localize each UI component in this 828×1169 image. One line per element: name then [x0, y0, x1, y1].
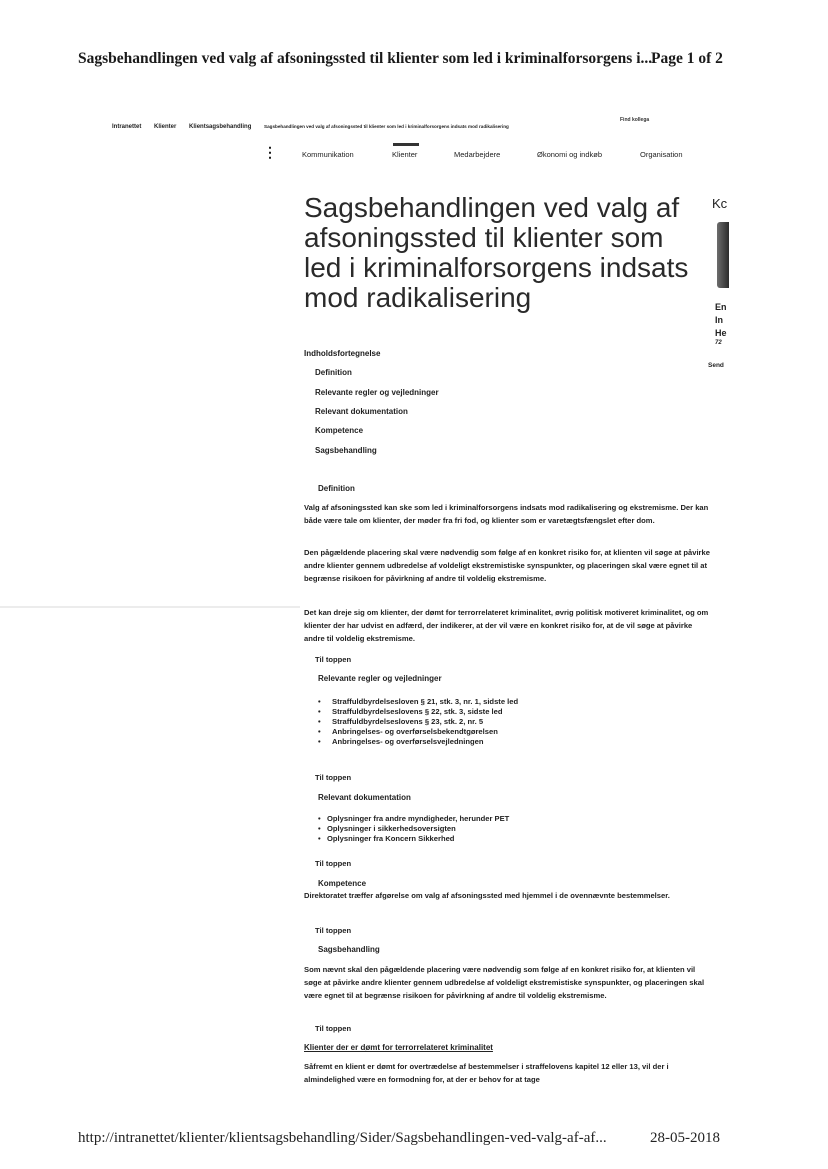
- breadcrumb-item[interactable]: Intranettet: [112, 124, 142, 130]
- breadcrumb: [112, 124, 520, 130]
- definition-paragraph: Den pågældende placering skal være nødvendig som følge af en konkret risiko for, at klienten vil søge at påvirke andre klienter gennem udbredelse af voldeligt ekstremistiske synspunkter, og placeringen skal være egnet til at begrænse risikoen for påvirkning af andre til voldelig ekstremisme.: [304, 548, 710, 583]
- nav-item-medarbejdere[interactable]: Medarbejdere: [454, 150, 501, 159]
- toc-title: Indholdsfortegnelse: [304, 349, 381, 358]
- documentation-item: • Oplysninger fra Koncern Sikkerhed: [318, 834, 718, 844]
- scan-artifact: [0, 606, 300, 608]
- contact-photo: [717, 222, 729, 288]
- terror-link[interactable]: Klienter der er dømt for terrorrelateret kriminalitet: [304, 1043, 493, 1052]
- contact-line: He: [715, 328, 727, 338]
- nav-item-klienter[interactable]: Klienter: [392, 150, 418, 159]
- definition-paragraph: Det kan dreje sig om klienter, der dømt for terrorrelateret kriminalitet, øvrig politisk motiveret kriminalitet, og om klienter der har udvist en adfærd, der indikerer, at der vil være en konkret risiko for, at de vil søge at påvirke andre til voldelig ekstremisme.: [304, 608, 709, 643]
- nav-item-okonomi[interactable]: Økonomi og indkøb: [537, 150, 603, 159]
- section-heading-documentation: Relevant dokumentation: [318, 793, 411, 802]
- toc-item-documentation[interactable]: Relevant dokumentation: [315, 407, 408, 416]
- find-colleague-link[interactable]: Find kollega: [620, 117, 650, 123]
- section-heading-rules: Relevante regler og vejledninger: [318, 674, 442, 683]
- breadcrumb-item[interactable]: Klienter: [154, 124, 177, 130]
- contact-line: 72: [715, 340, 722, 346]
- rules-link[interactable]: • Anbringelses- og overførselsbekendtgørelsen: [318, 727, 718, 737]
- documentation-list: [318, 814, 718, 844]
- toc-item-competence[interactable]: Kompetence: [315, 426, 364, 435]
- contact-line: En: [715, 302, 727, 312]
- casework-paragraph: Som nævnt skal den pågældende placering være nødvendig som følge af en konkret risiko for, at klienten vil søge at påvirke andre klienter gennem udbredelse af voldeligt ekstremistiske synspunkter, og placeringen skal være egnet til at begrænse risikoen for påvirkning af andre til voldelig ekstremisme.: [304, 965, 705, 1000]
- section-heading-casework: Sagsbehandling: [318, 945, 380, 954]
- nav-active-indicator: [393, 143, 419, 146]
- nav-item-organisation[interactable]: Organisation: [640, 150, 683, 159]
- toc-item-definition[interactable]: Definition: [315, 368, 352, 377]
- terror-paragraph: Såfremt en klient er dømt for overtrædelse af bestemmelser i straffelovens kapitel 12 eller 13, vil der i almindelighed være en formodning for, at der er behov for at tage: [304, 1062, 669, 1084]
- send-link[interactable]: Send: [708, 362, 724, 369]
- print-header-title: Sagsbehandlingen ved valg af afsoningssted til klienter som led i kriminalforsorgens i...: [78, 50, 653, 67]
- documentation-item: • Oplysninger fra andre myndigheder, herunder PET: [318, 814, 718, 824]
- toc-item-rules[interactable]: Relevante regler og vejledninger: [315, 388, 439, 397]
- menu-dots-icon[interactable]: ⋮: [263, 144, 277, 160]
- to-top-link[interactable]: Til toppen: [315, 859, 352, 868]
- toc-item-casework[interactable]: Sagsbehandling: [315, 446, 377, 455]
- nav-item-kommunikation[interactable]: Kommunikation: [302, 150, 354, 159]
- print-footer-date: 28-05-2018: [650, 1130, 720, 1146]
- rules-link[interactable]: • Anbringelses- og overførselsvejledningen: [318, 737, 718, 747]
- rules-link[interactable]: • Straffuldbyrdelseslovens § 22, stk. 3, sidste led: [318, 707, 718, 717]
- rules-link[interactable]: • Straffuldbyrdelsesloven § 21, stk. 3, nr. 1, sidste led: [318, 697, 718, 707]
- breadcrumb-item[interactable]: Klientsagsbehandling: [189, 124, 252, 130]
- section-heading-definition: Definition: [318, 484, 355, 493]
- competence-paragraph: Direktoratet træffer afgørelse om valg af afsoningssted med hjemmel i de ovennævnte bestemmelser.: [304, 891, 670, 900]
- sidebar-header: Kc: [712, 196, 728, 211]
- documentation-item: • Oplysninger i sikkerhedsoversigten: [318, 824, 718, 834]
- print-page-number: Page 1 of 2: [651, 50, 723, 67]
- to-top-link[interactable]: Til toppen: [315, 1024, 352, 1033]
- definition-paragraph: Valg af afsoningssted kan ske som led i kriminalforsorgens indsats mod radikalisering og ekstremisme. Der kan både være tale om klienter, der møder fra fri fod, og klienter som er varetægtsfængslet efter dom.: [304, 503, 709, 525]
- print-footer-url: http://intranettet/klienter/klientsagsbehandling/Sider/Sagsbehandlingen-ved-valg-af-af...: [78, 1130, 607, 1146]
- section-heading-competence: Kompetence: [318, 879, 367, 888]
- contact-line: In: [715, 315, 723, 325]
- rules-list: [318, 697, 718, 747]
- breadcrumb-current: Sagsbehandlingen ved valg af afsoningssted til klienter som led i kriminalforsorgens indsats mod radikalisering: [264, 124, 509, 129]
- to-top-link[interactable]: Til toppen: [315, 655, 352, 664]
- page-title: Sagsbehandlingen ved valg af afsoningssted til klienter som led i kriminalforsorgens indsats mod radikalisering: [304, 192, 689, 313]
- to-top-link[interactable]: Til toppen: [315, 773, 352, 782]
- rules-link[interactable]: • Straffuldbyrdelseslovens § 23, stk. 2, nr. 5: [318, 717, 718, 727]
- to-top-link[interactable]: Til toppen: [315, 926, 352, 935]
